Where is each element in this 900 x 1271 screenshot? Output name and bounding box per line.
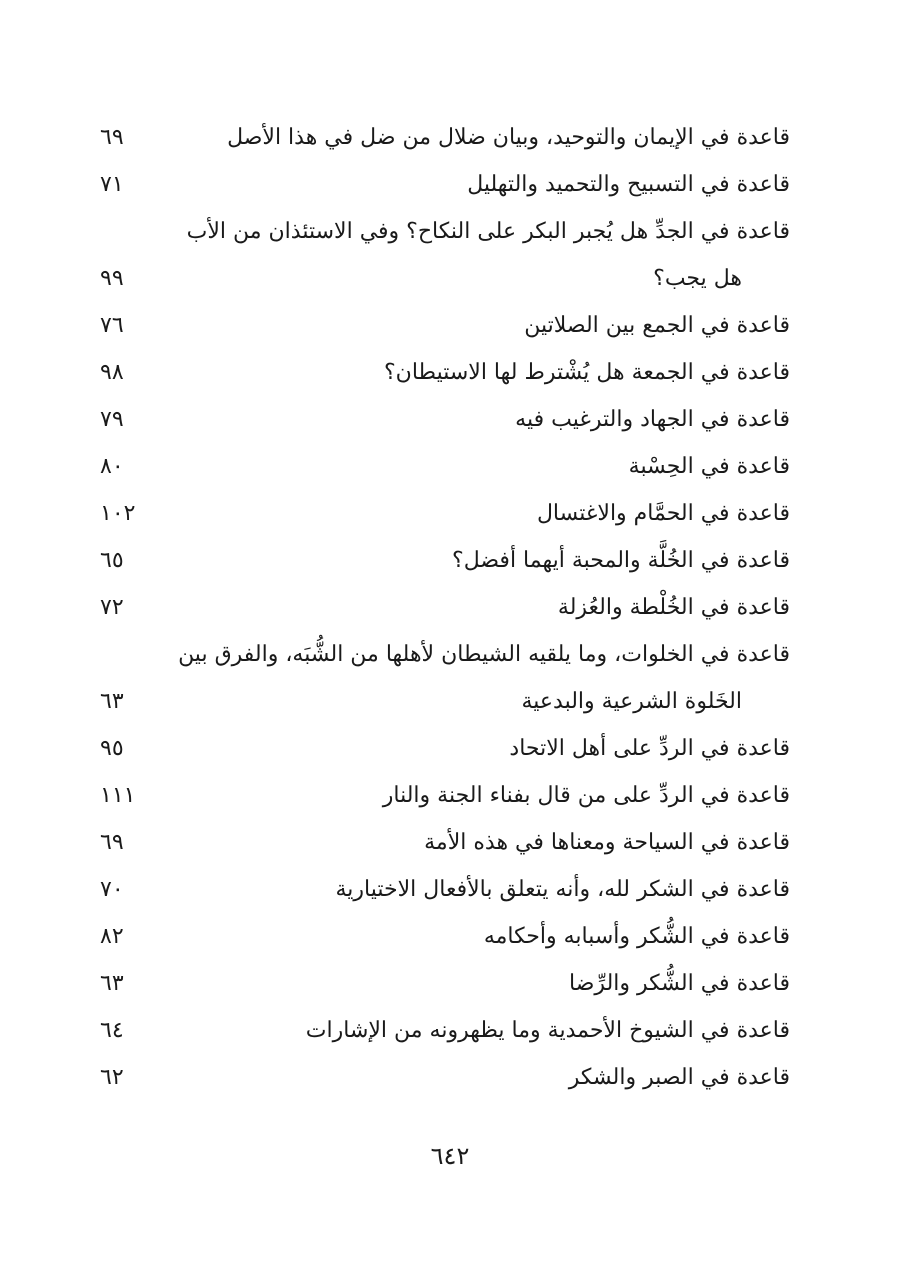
entry-page-number: ٨٢ [100,924,124,949]
entry-page-number: ٩٥ [100,736,124,761]
entry-page-number: ٨٠ [100,454,124,479]
entry-title: قاعدة في الإيمان والتوحيد، وبيان ضلال من ضل في هذا الأصل [227,125,790,150]
entry-title: قاعدة في الجمعة هل يُشْترط لها الاستيطان؟ [383,360,790,385]
entry-title: قاعدة في الحمَّام والاغتسال [536,501,790,526]
entry-title: قاعدة في الشُّكر وأسبابه وأحكامه [483,924,790,949]
entry-page-number: ٦٥ [100,548,124,573]
entry-page-number: ٦٩ [100,125,124,150]
entry-page-number: ٦٢ [100,1065,124,1090]
entry-page-number: ٧٦ [100,313,124,338]
entry-page-number: ١٠٢ [100,501,136,526]
entry-title: قاعدة في السياحة ومعناها في هذه الأمة [424,830,790,855]
index-entry [100,1007,790,1054]
entry-title: قاعدة في الخُلَّة والمحبة أيهما أفضل؟ [452,548,790,573]
index-entry [100,960,790,1007]
entry-title: قاعدة في الردِّ على من قال بفناء الجنة والنار [382,783,790,808]
index-entry [100,1054,790,1101]
entry-title: قاعدة في الشُّكر والرِّضا [569,971,790,996]
index-entry [100,443,790,490]
entry-page-number: ٦٣ [100,971,124,996]
entry-page-number: ٦٩ [100,830,124,855]
entry-page-number: ٧٢ [100,595,124,620]
index-entry [100,584,790,631]
entry-title: قاعدة في الجمع بين الصلاتين [524,313,790,338]
entry-title: قاعدة في الحِسْبة [628,454,790,479]
entry-title: قاعدة في الشيوخ الأحمدية وما يظهرونه من الإشارات [305,1018,790,1043]
index-list [100,114,790,1101]
entry-page-number: ٩٩ [100,266,124,291]
entry-page-number: ١١١ [100,783,136,808]
entry-title: قاعدة في الصبر والشكر [568,1065,790,1090]
index-entry [100,161,790,208]
entry-page-number: ٧٩ [100,407,124,432]
entry-page-number: ٧١ [100,172,124,197]
entry-title: قاعدة في الشكر لله، وأنه يتعلق بالأفعال الاختيارية [335,877,790,902]
index-entry [100,208,790,302]
entry-page-number: ٦٣ [100,689,124,714]
entry-title: قاعدة في الخُلْطة والعُزلة [557,595,790,620]
entry-title: قاعدة في الخلوات، وما يلقيه الشيطان لأهلها من الشُّبَه، والفرق بين [178,642,790,667]
index-entry [100,349,790,396]
index-entry [100,302,790,349]
index-entry [100,819,790,866]
entry-title: قاعدة في الردِّ على أهل الاتحاد [509,736,790,761]
index-entry [100,114,790,161]
index-entry [100,537,790,584]
entry-page-number: ٧٠ [100,877,124,902]
index-entry [100,396,790,443]
entry-page-number: ٩٨ [100,360,124,385]
entry-title: قاعدة في الجدِّ هل يُجبر البكر على النكاح؟ وفي الاستئذان من الأب [186,219,790,244]
index-entry [100,913,790,960]
entry-page-number: ٦٤ [100,1018,124,1043]
entry-title: قاعدة في الجهاد والترغيب فيه [515,407,790,432]
page-number-footer: ٦٤٢ [430,1142,470,1170]
index-entry [100,631,790,725]
index-entry [100,490,790,537]
entry-title-continuation: هل يجب؟ [653,266,742,291]
index-entry [100,725,790,772]
entry-title: قاعدة في التسبيح والتحميد والتهليل [467,172,790,197]
index-entry [100,866,790,913]
entry-title-continuation: الخَلوة الشرعية والبدعية [521,689,742,714]
index-entry [100,772,790,819]
